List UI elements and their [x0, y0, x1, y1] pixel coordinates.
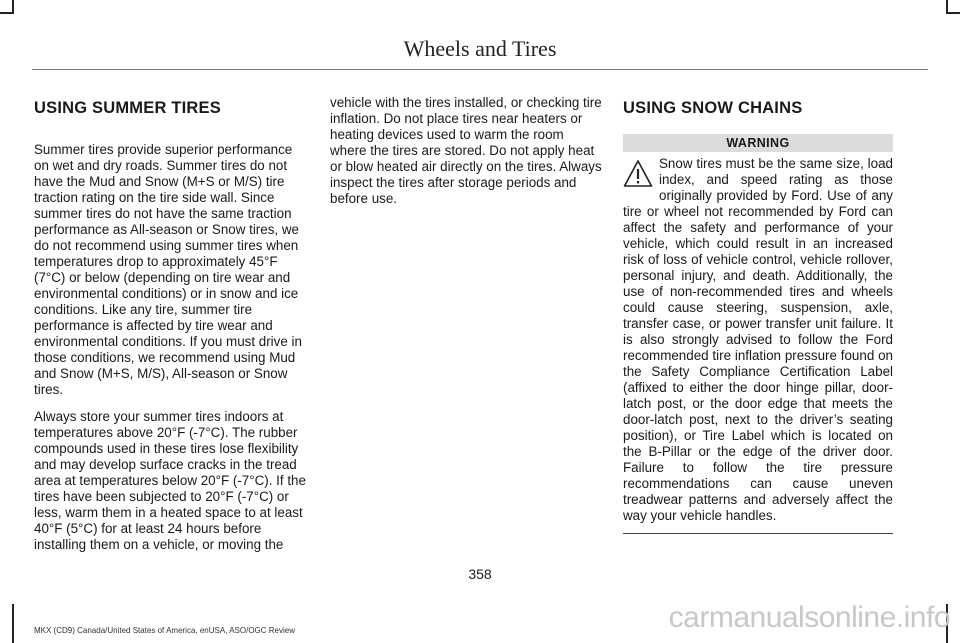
paragraph: Always store your summer tires indoors at temperatures above 20°F (-7°C). The rubber compounds used in these tires lose flexibility and may develop surface cracks in the tread area at temperatures below 20°F (-7°C). If the tires have been subjected to 20°F (-7°C) or less, warm them in a heated space to at least 40°F (5°C) for at least 24 hours before installing them on a vehicle, or moving the: [34, 409, 306, 552]
page-header-title: Wheels and Tires: [403, 36, 557, 61]
section-heading-summer-tires: USING SUMMER TIRES: [34, 99, 221, 117]
warning-end-rule: [623, 533, 893, 534]
header-rule: [32, 69, 928, 70]
warning-text: Snow tires must be the same size, load index, and speed rating as those originally provided by Ford. Use of any tire or wheel not recommended by Ford can affect the safety and performance of your vehicle, which could result in an increased risk of loss of vehicle control, vehicle rollover, personal injury, and death. Additionally, the use of non-recommended tires and wheels could cause steering, suspension, axle, transfer case, or power transfer unit failure. It is also strongly advised to follow the Ford recommended tire inflation pressure found on the Safety Compliance Certification Label (affixed to either the door hinge pillar, door-latch post, or the door edge that meets the door-latch post, next to the driver’s seating position), or Tire Label which is located on the B-Pillar or the edge of the driver door. Failure to follow the tire pressure recommendations can cause uneven treadwear patterns and adversely affect the way your vehicle handles.: [623, 156, 893, 523]
left-column: [34, 98, 306, 564]
footer-doc-info: MKX (CD9) Canada/United States of America, enUSA, ASO/OGC Review: [34, 626, 295, 635]
page-number: 358: [468, 566, 492, 582]
right-column: [623, 98, 893, 534]
warning-body: [623, 156, 893, 524]
crop-mark-top-left-h: [0, 12, 14, 14]
paragraph: Summer tires provide superior performance on wet and dry roads. Summer tires do not have the Mud and Snow (M+S or M/S) tire traction rating on the tire side wall. Since summer tires do not have the same traction performance as All-season or Snow tires, we do not recommend using summer tires when temperatures drop to approximately 45°F (7°C) or below (depending on tire wear and environmental conditions) or in snow and ice conditions. Like any tire, summer tire performance is affected by tire wear and environmental conditions. If you must drive in those conditions, we recommend using Mud and Snow (M+S, M/S), All-season or Snow tires.: [34, 142, 302, 397]
warning-triangle-icon: [623, 159, 653, 189]
crop-mark-top-right-h: [946, 12, 960, 14]
warning-banner: WARNING: [623, 134, 893, 152]
section-heading-snow-chains: USING SNOW CHAINS: [623, 99, 803, 117]
crop-mark-bottom-left-v: [12, 604, 14, 643]
middle-column: [330, 95, 602, 218]
watermark: carmanualsonline.info: [668, 601, 950, 634]
paragraph: vehicle with the tires installed, or checking tire inflation. Do not place tires near heaters or heating devices used to warm the room where the tires are stored. Do not apply heat or blow heated air directly on the tires. Always inspect the tires after storage periods and before use.: [330, 95, 602, 206]
